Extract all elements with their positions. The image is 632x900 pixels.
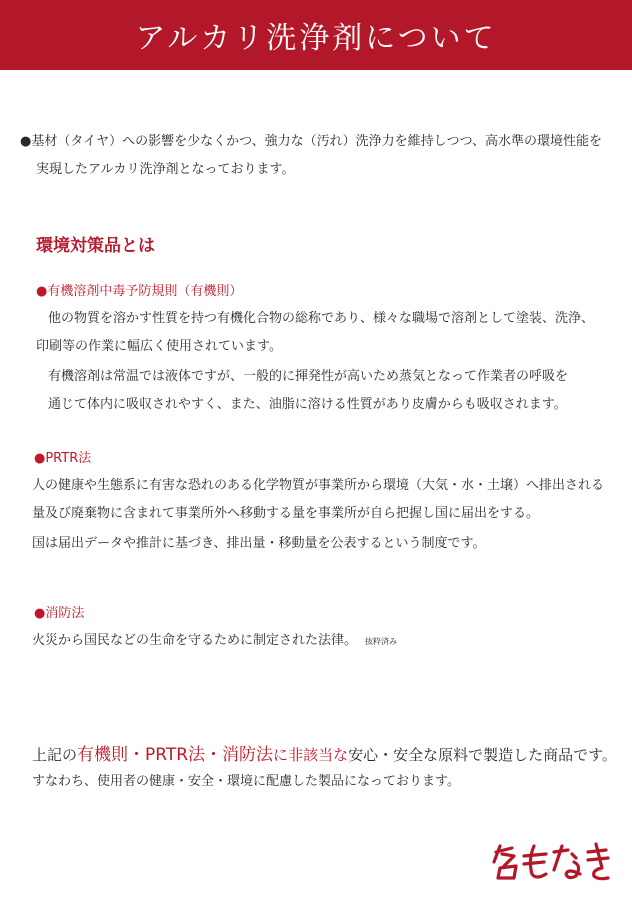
fire-service-text: 火災から国民などの生命を守るために制定された法律。: [32, 633, 358, 648]
summary-line-2: すなわち、使用者の健康・安全・環境に配慮した製品になっております。: [32, 774, 460, 789]
organic-solvent-line-1: 他の物質を溶かす性質を持つ有機化合物の総称であり、様々な職場で溶剤として塗装、洗浄、: [48, 311, 595, 326]
section-title-text: 有機溶剤中毒予防規則（有機則）: [47, 284, 243, 299]
summary-non-applicable: 非該当: [288, 746, 334, 764]
section-heading: 環境対策品とは: [36, 236, 155, 256]
organic-solvent-line-4: 通じて体内に吸収されやすく、また、油脂に溶ける性質があり皮膚からも吸収されます。: [48, 397, 567, 412]
title-banner: [0, 0, 632, 70]
fire-service-line-1: [32, 632, 397, 651]
organic-solvent-line-3: 有機溶剤は常温では液体ですが、一般的に揮発性が高いため蒸気となって作業者の呼吸を: [48, 369, 569, 384]
summary-laws: 有機則・PRTR法・消防法: [77, 745, 274, 765]
section-bullet: ●: [34, 451, 46, 466]
organic-solvent-line-2: 印刷等の作業に幅広く使用されています。: [36, 339, 282, 354]
brand-logo: [490, 840, 612, 884]
intro-text-2: 実現したアルカリ洗浄剤となっております。: [36, 162, 295, 177]
intro-line-1: [20, 133, 602, 151]
section-title-fire-service: [34, 602, 84, 621]
prtr-line-2: 量及び廃棄物に含まれて事業所外へ移動する量を事業所が自ら把握し国に届出をする。: [32, 506, 540, 521]
summary-mid2: な: [333, 746, 349, 764]
prtr-line-1: 人の健康や生態系に有害な恐れのある化学物質が事業所から環境（大気・水・土壌）へ排出される: [32, 478, 605, 493]
section-title-text: PRTR法: [45, 451, 92, 466]
summary-mid: に: [273, 746, 289, 764]
page-title: アルカリ洗浄剤について: [135, 21, 497, 56]
intro-bullet: ●: [20, 134, 32, 149]
prtr-line-3: 国は届出データや推計に基づき、排出量・移動量を公表するという制度です。: [32, 536, 486, 551]
intro-text-1: 基材（タイヤ）への影響を少なくかつ、強力な（汚れ）洗浄力を維持しつつ、高水準の環境性能を: [31, 134, 603, 149]
summary-pre: 上記の: [32, 746, 78, 764]
section-bullet: ●: [34, 606, 46, 621]
section-title-organic-solvent: [36, 280, 242, 299]
summary-line-1: [32, 740, 617, 765]
section-title-text: 消防法: [45, 606, 85, 621]
summary-post: 安心・安全な原料で製造した商品です。: [348, 746, 617, 764]
section-title-prtr: [34, 447, 91, 466]
excerpt-note: 抜粋済み: [365, 637, 398, 646]
section-bullet: ●: [36, 284, 48, 299]
